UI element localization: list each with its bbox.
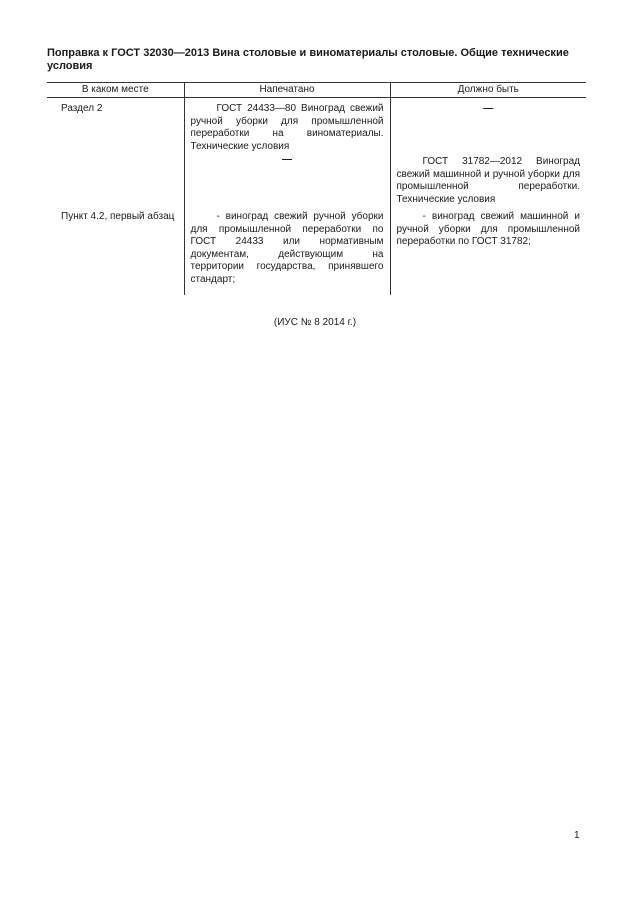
cell-place xyxy=(47,98,184,207)
place-text: Пункт 4.2, первый абзац xyxy=(61,211,175,222)
header-printed: Напечатано xyxy=(184,83,390,98)
correction-table xyxy=(47,82,586,295)
cell-should-be xyxy=(390,98,586,207)
source-note: (ИУС № 8 2014 г.) xyxy=(273,317,357,328)
document-title: Поправка к ГОСТ 32030—2013 Вина столовые и виноматериалы столовые. Общие технические условия xyxy=(47,47,569,72)
place-text: Раздел 2 xyxy=(61,103,103,114)
should-text: ГОСТ 31782—2012 Виноград свежий машинной и ручной уборки для промышленной переработки. Технические условия xyxy=(396,156,580,205)
should-dash: — xyxy=(483,103,494,114)
table-row xyxy=(47,206,586,295)
should-text: - виноград свежий машинной и ручной уборки для промышленной переработки по ГОСТ 31782; xyxy=(396,211,580,247)
cell-should-be xyxy=(390,206,586,295)
header-place: В каком месте xyxy=(81,83,149,95)
printed-text: ГОСТ 24433—80 Виноград свежий ручной уборки для промышленной переработки на виноматериалы. Технические условия xyxy=(190,103,384,152)
cell-place xyxy=(47,206,184,295)
cell-spacer xyxy=(397,115,581,156)
printed-text: - виноград свежий ручной уборки для промышленной переработки по ГОСТ 24433 или нормативным документам, действующим на территории государства, принявшего стандарт; xyxy=(190,211,384,285)
cell-printed xyxy=(184,98,390,207)
table-header-row xyxy=(47,83,586,98)
page-number: 1 xyxy=(574,830,580,841)
printed-dash: — xyxy=(282,154,292,165)
header-should-be: Должно быть xyxy=(390,83,586,98)
table-row xyxy=(47,98,586,207)
cell-printed xyxy=(184,206,390,295)
